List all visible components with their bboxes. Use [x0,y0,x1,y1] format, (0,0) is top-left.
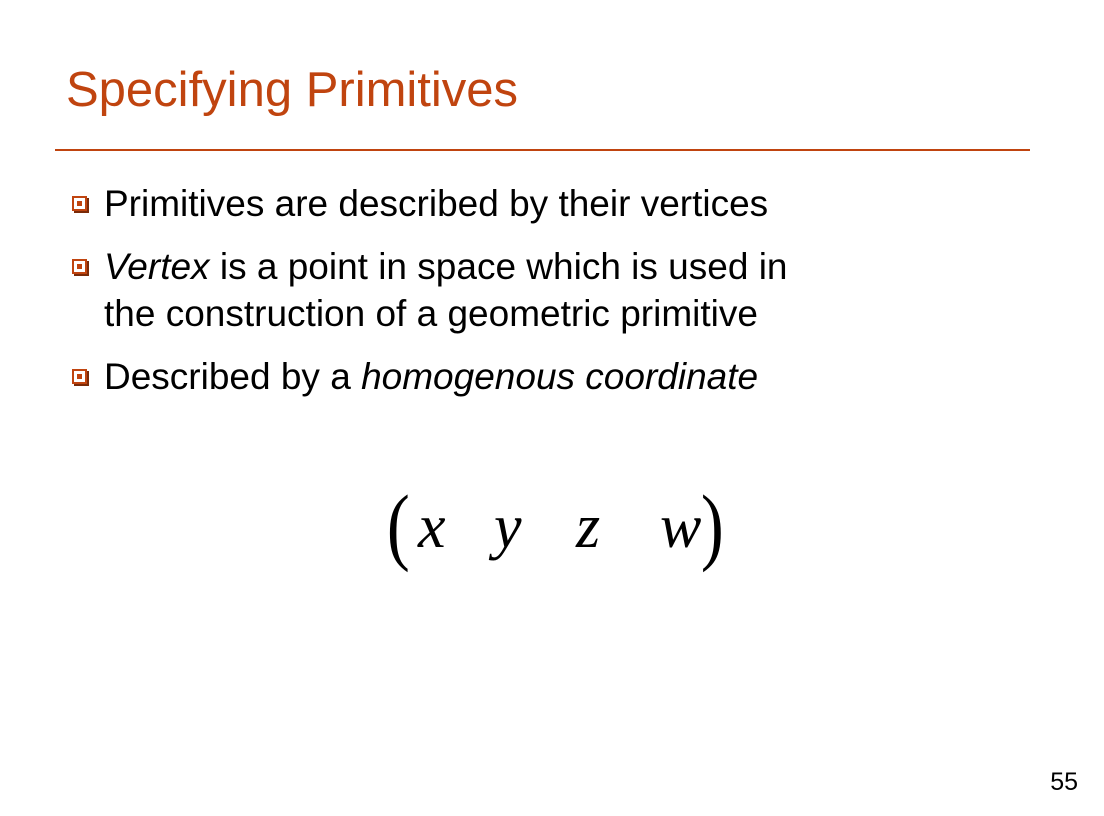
open-paren: ( [386,477,410,573]
close-paren: ) [700,477,724,573]
var-w: w [660,493,702,561]
bullet-text-line [104,353,1022,400]
page-number: 55 [1050,768,1078,796]
var-x: x [418,493,446,561]
bullet-list [72,180,1022,416]
square-bullet-icon [72,259,87,274]
square-bullet-icon [72,369,87,384]
bullet-item [72,243,1022,337]
title-divider [55,149,1030,151]
bullet-text: Described by a [104,356,362,397]
emphasis-term: homogenous coordinate [361,356,759,397]
square-bullet-icon [72,196,87,211]
var-z: z [576,493,601,561]
emphasis-term: Vertex [104,246,210,287]
var-y: y [494,493,522,561]
bullet-text: is a point in space which is used in [209,246,788,287]
bullet-text: Primitives are described by their vertices [104,183,769,224]
bullet-item [72,353,1022,400]
bullet-text-continuation: the construction of a geometric primitive [104,293,758,334]
bullet-item [72,180,1022,227]
slide-title: Specifying Primitives [66,63,519,117]
bullet-text-line [104,243,1022,290]
